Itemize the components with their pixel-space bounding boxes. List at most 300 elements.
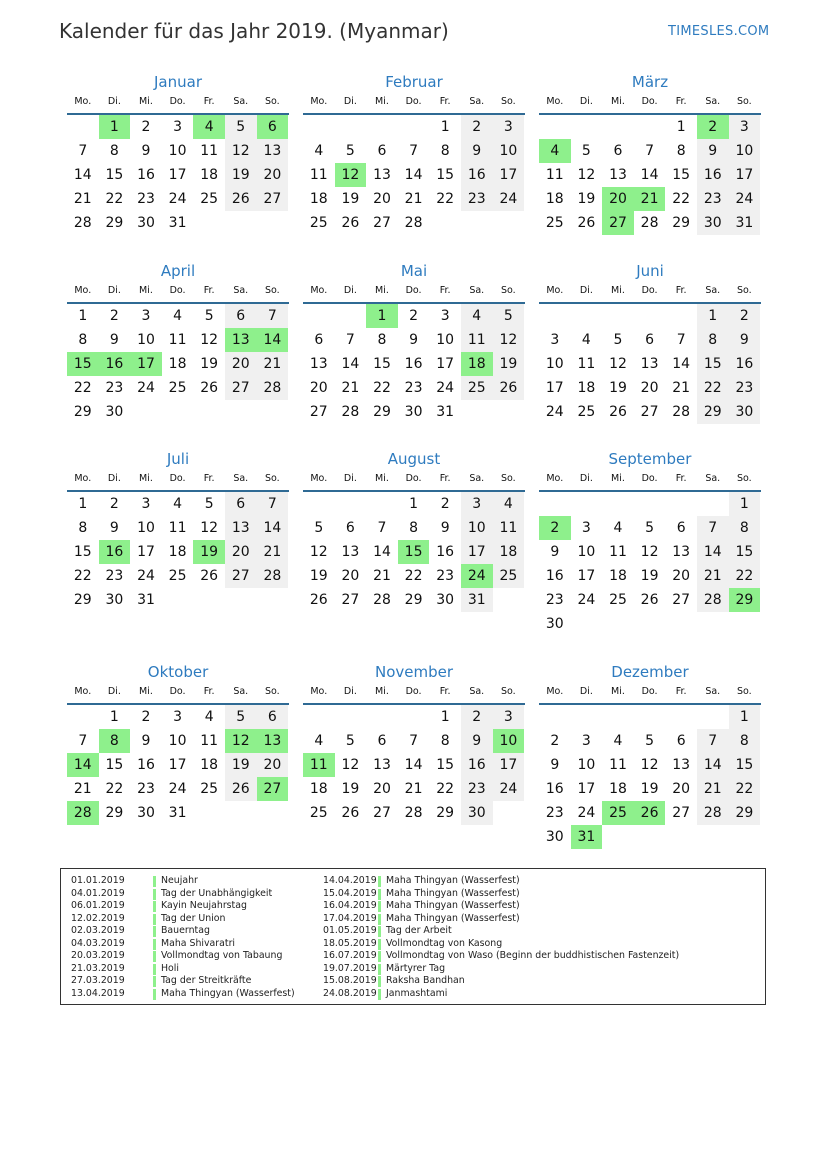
- day-cell: 4: [613, 733, 623, 749]
- day-cell: 30: [545, 616, 564, 632]
- day-cell: 10: [137, 520, 155, 536]
- day-cell: 27: [257, 777, 289, 801]
- day-cell: 21: [341, 380, 360, 396]
- day-cell: 10: [577, 757, 596, 773]
- empty-cell: [634, 825, 666, 849]
- day-cell: 24: [137, 380, 155, 396]
- holiday-date: 18.05.2019: [323, 937, 377, 949]
- day-cell: 19: [609, 380, 627, 396]
- weekday-label: Sa.: [705, 96, 721, 107]
- day-cell: 24: [729, 187, 761, 211]
- weekday-label: Sa.: [705, 473, 721, 484]
- legend-row: [323, 988, 679, 1001]
- empty-cell: [571, 492, 603, 516]
- holiday-name: Tag der Unabhängigkeit: [161, 887, 273, 899]
- legend-row: [71, 988, 295, 1001]
- day-cell: 23: [404, 380, 423, 396]
- day-cell: 12: [335, 163, 367, 187]
- holiday-date: 27.03.2019: [71, 975, 125, 986]
- day-cell: 18: [609, 781, 627, 797]
- day-cell: 9: [729, 328, 761, 352]
- day-cell: 22: [436, 191, 455, 207]
- empty-cell: [571, 304, 603, 328]
- empty-cell: [257, 801, 289, 825]
- month-title: März: [631, 73, 669, 91]
- day-cell: 10: [545, 356, 564, 372]
- holiday-date: 21.03.2019: [71, 962, 125, 974]
- day-cell: 26: [225, 187, 257, 211]
- day-cell: 7: [409, 733, 419, 749]
- weekday-header: [67, 471, 289, 487]
- month-januar: [67, 72, 289, 235]
- day-cell: 28: [73, 215, 92, 231]
- month-august: [303, 449, 525, 612]
- day-cell: 22: [729, 564, 761, 588]
- day-cell: 28: [640, 215, 659, 231]
- weekday-label: Mo.: [310, 285, 328, 296]
- holiday-name: Vollmondtag von Kasong: [386, 937, 503, 949]
- day-cell: 14: [67, 753, 99, 777]
- empty-cell: [665, 825, 697, 849]
- legend-row: [71, 950, 295, 963]
- empty-cell: [303, 304, 335, 328]
- empty-cell: [225, 211, 257, 235]
- weekday-label: Fr.: [439, 285, 451, 296]
- day-cell: 11: [200, 143, 219, 159]
- holiday-name: Maha Thingyan (Wasserfest): [386, 875, 520, 886]
- day-cell: 28: [404, 215, 423, 231]
- day-cell: 18: [609, 568, 627, 584]
- month-title: November: [374, 663, 454, 681]
- weekday-label: Do.: [641, 96, 658, 107]
- day-cell: 19: [341, 191, 360, 207]
- holiday-name: Maha Thingyan (Wasserfest): [386, 900, 520, 911]
- holiday-name: Maha Thingyan (Wasserfest): [386, 887, 520, 899]
- day-cell: 27: [602, 211, 634, 235]
- day-cell: 18: [461, 352, 493, 376]
- day-cell: 27: [672, 805, 691, 821]
- empty-cell: [602, 705, 634, 729]
- weekday-label: Fr.: [439, 96, 451, 107]
- day-cell: 28: [404, 805, 423, 821]
- day-cell: 15: [105, 167, 124, 183]
- legend-row: [323, 963, 679, 976]
- empty-cell: [461, 400, 493, 424]
- empty-cell: [335, 492, 367, 516]
- day-cell: 18: [545, 191, 564, 207]
- day-cell: 29: [404, 592, 423, 608]
- day-cell: 30: [137, 215, 155, 231]
- holiday-name: Tag der Streitkräfte: [161, 975, 252, 986]
- month-oktober: [67, 662, 289, 825]
- holiday-date: 19.07.2019: [323, 962, 377, 974]
- day-cell: 11: [200, 733, 219, 749]
- empty-cell: [130, 400, 162, 424]
- holiday-name: Maha Thingyan (Wasserfest): [386, 912, 520, 924]
- empty-cell: [366, 705, 398, 729]
- empty-cell: [729, 612, 761, 636]
- weekday-header: [539, 684, 761, 700]
- weekday-label: Sa.: [233, 473, 249, 484]
- day-cell: 18: [577, 380, 596, 396]
- empty-cell: [602, 612, 634, 636]
- day-cell: 17: [577, 568, 596, 584]
- day-cell: 3: [581, 520, 591, 536]
- day-cell: 23: [105, 380, 124, 396]
- day-cell: 28: [373, 592, 391, 608]
- day-cell: 24: [461, 564, 493, 588]
- weekday-label: Fr.: [675, 285, 687, 296]
- day-cell: 1: [697, 304, 729, 328]
- weekday-label: So.: [501, 686, 516, 697]
- holiday-name: Raksha Bandhan: [386, 975, 465, 986]
- empty-cell: [335, 705, 367, 729]
- day-cell: 8: [109, 143, 119, 159]
- weekday-label: Mi.: [611, 686, 625, 697]
- legend-row: [323, 913, 679, 926]
- weekday-label: Mi.: [375, 473, 389, 484]
- day-cell: 6: [225, 304, 257, 328]
- day-cell: 11: [493, 516, 525, 540]
- day-cell: 29: [436, 805, 455, 821]
- day-cell: 29: [105, 805, 124, 821]
- day-cell: 30: [729, 400, 761, 424]
- day-cell: 21: [697, 564, 729, 588]
- day-cell: 3: [440, 308, 450, 324]
- day-cell: 21: [404, 191, 423, 207]
- day-cell: 20: [225, 352, 257, 376]
- day-cell: 3: [493, 115, 525, 139]
- empty-cell: [602, 825, 634, 849]
- month-juni: [539, 261, 761, 424]
- weekday-label: So.: [265, 473, 280, 484]
- month-title: August: [387, 450, 441, 468]
- day-cell: 5: [345, 733, 355, 749]
- day-cell: 16: [461, 163, 493, 187]
- day-cell: 9: [109, 520, 119, 536]
- day-cell: 8: [409, 520, 419, 536]
- day-cell: 27: [373, 805, 391, 821]
- empty-cell: [602, 115, 634, 139]
- empty-cell: [193, 400, 225, 424]
- day-cell: 10: [577, 544, 596, 560]
- day-cell: 11: [577, 356, 596, 372]
- day-cell: 2: [440, 496, 450, 512]
- day-cell: 13: [373, 167, 391, 183]
- weekday-label: Di.: [107, 96, 121, 107]
- day-grid: [67, 304, 289, 424]
- day-cell: 24: [168, 191, 187, 207]
- weekday-label: Mi.: [611, 96, 625, 107]
- empty-cell: [162, 588, 194, 612]
- weekday-label: Mi.: [375, 96, 389, 107]
- day-cell: 18: [493, 540, 525, 564]
- month-title: April: [160, 262, 196, 280]
- weekday-label: Di.: [579, 473, 593, 484]
- day-cell: 31: [168, 805, 187, 821]
- weekday-header: [67, 684, 289, 700]
- day-cell: 8: [729, 729, 761, 753]
- day-cell: 20: [672, 568, 691, 584]
- empty-cell: [571, 612, 603, 636]
- day-cell: 23: [436, 568, 455, 584]
- legend-column-right: [323, 875, 679, 1000]
- day-cell: 13: [672, 757, 691, 773]
- day-cell: 11: [609, 544, 627, 560]
- weekday-label: Sa.: [233, 285, 249, 296]
- weekday-header: [303, 471, 525, 487]
- day-cell: 25: [602, 801, 634, 825]
- day-cell: 11: [609, 757, 627, 773]
- day-cell: 24: [168, 781, 187, 797]
- weekday-label: Di.: [343, 686, 357, 697]
- empty-cell: [493, 801, 525, 825]
- day-cell: 18: [200, 167, 219, 183]
- site-link[interactable]: TIMESLES.COM: [668, 24, 770, 39]
- holiday-date: 24.08.2019: [323, 987, 377, 999]
- day-cell: 4: [204, 709, 214, 725]
- weekday-label: Fr.: [675, 686, 687, 697]
- weekday-label: Do.: [169, 285, 186, 296]
- day-cell: 12: [309, 544, 328, 560]
- holiday-date: 13.04.2019: [71, 987, 125, 999]
- day-cell: 4: [493, 492, 525, 516]
- holiday-marker: [378, 901, 381, 912]
- day-cell: 11: [168, 332, 187, 348]
- weekday-header: [303, 684, 525, 700]
- holiday-date: 04.03.2019: [71, 937, 125, 949]
- day-cell: 7: [676, 332, 686, 348]
- weekday-label: Mi.: [611, 473, 625, 484]
- month-juli: [67, 449, 289, 612]
- day-cell: 29: [105, 215, 124, 231]
- day-cell: 17: [461, 540, 493, 564]
- empty-cell: [493, 400, 525, 424]
- month-title: Januar: [154, 73, 202, 91]
- day-cell: 10: [436, 332, 455, 348]
- legend-row: [71, 925, 295, 938]
- day-cell: 7: [697, 516, 729, 540]
- weekday-label: Do.: [405, 96, 422, 107]
- weekday-label: Mo.: [74, 473, 92, 484]
- day-cell: 5: [314, 520, 324, 536]
- day-cell: 27: [373, 215, 391, 231]
- empty-cell: [257, 588, 289, 612]
- empty-cell: [366, 115, 398, 139]
- empty-cell: [493, 211, 525, 235]
- weekday-header: [539, 471, 761, 487]
- legend-row: [71, 875, 295, 888]
- empty-cell: [193, 801, 225, 825]
- weekday-label: Do.: [405, 473, 422, 484]
- day-cell: 20: [373, 781, 391, 797]
- holiday-marker: [153, 989, 156, 1000]
- month-februar: [303, 72, 525, 235]
- month-title: September: [608, 450, 692, 468]
- day-cell: 6: [613, 143, 623, 159]
- day-grid: [67, 492, 289, 612]
- day-cell: 18: [309, 191, 328, 207]
- day-cell: 4: [314, 143, 324, 159]
- day-cell: 12: [200, 332, 219, 348]
- day-cell: 27: [341, 592, 360, 608]
- weekday-label: Fr.: [203, 473, 215, 484]
- day-cell: 7: [257, 304, 289, 328]
- day-cell: 19: [200, 356, 219, 372]
- day-cell: 15: [697, 352, 729, 376]
- empty-cell: [366, 492, 398, 516]
- weekday-label: Fr.: [439, 473, 451, 484]
- empty-cell: [697, 612, 729, 636]
- day-cell: 14: [672, 356, 691, 372]
- day-cell: 17: [545, 380, 564, 396]
- legend-row: [71, 913, 295, 926]
- day-cell: 30: [697, 211, 729, 235]
- day-cell: 15: [436, 167, 455, 183]
- weekday-label: Fr.: [203, 285, 215, 296]
- day-cell: 2: [141, 119, 151, 135]
- weekday-label: Mi.: [611, 285, 625, 296]
- day-cell: 14: [697, 753, 729, 777]
- day-cell: 26: [200, 568, 219, 584]
- day-cell: 13: [257, 139, 289, 163]
- day-cell: 4: [581, 332, 591, 348]
- month-title: Dezember: [611, 663, 689, 681]
- day-cell: 20: [640, 380, 659, 396]
- day-cell: 12: [341, 757, 360, 773]
- day-cell: 11: [545, 167, 564, 183]
- empty-cell: [539, 705, 571, 729]
- day-cell: 25: [168, 568, 187, 584]
- day-grid: [539, 705, 761, 849]
- weekday-header: [67, 94, 289, 110]
- day-cell: 29: [73, 592, 92, 608]
- month-title: Februar: [385, 73, 443, 91]
- weekday-label: Mi.: [139, 686, 153, 697]
- day-cell: 22: [373, 380, 391, 396]
- day-cell: 18: [168, 544, 187, 560]
- holiday-date: 15.04.2019: [323, 887, 377, 899]
- day-cell: 6: [377, 143, 387, 159]
- day-cell: 8: [697, 328, 729, 352]
- day-cell: 13: [640, 356, 659, 372]
- holiday-marker: [153, 976, 156, 987]
- day-cell: 2: [461, 705, 493, 729]
- day-cell: 23: [545, 592, 564, 608]
- legend-row: [71, 888, 295, 901]
- holiday-date: 02.03.2019: [71, 925, 125, 936]
- weekday-header: [303, 94, 525, 110]
- day-cell: 16: [99, 352, 131, 376]
- day-cell: 16: [137, 757, 155, 773]
- day-cell: 5: [645, 733, 655, 749]
- day-cell: 14: [404, 167, 423, 183]
- weekday-header: [67, 283, 289, 299]
- day-cell: 9: [409, 332, 419, 348]
- day-cell: 23: [461, 187, 493, 211]
- day-cell: 31: [168, 215, 187, 231]
- day-cell: 26: [577, 215, 596, 231]
- weekday-label: Mo.: [310, 686, 328, 697]
- day-cell: 1: [109, 709, 119, 725]
- day-cell: 8: [676, 143, 686, 159]
- day-cell: 12: [640, 757, 659, 773]
- empty-cell: [571, 705, 603, 729]
- holiday-marker: [153, 901, 156, 912]
- day-cell: 26: [341, 215, 360, 231]
- legend-row: [323, 950, 679, 963]
- holiday-date: 06.01.2019: [71, 900, 125, 911]
- day-cell: 13: [672, 544, 691, 560]
- day-cell: 15: [436, 757, 455, 773]
- day-cell: 29: [729, 801, 761, 825]
- day-cell: 19: [193, 540, 225, 564]
- day-cell: 25: [200, 781, 219, 797]
- day-cell: 30: [105, 592, 124, 608]
- day-cell: 8: [99, 729, 131, 753]
- day-cell: 8: [729, 516, 761, 540]
- day-cell: 6: [645, 332, 655, 348]
- day-cell: 25: [168, 380, 187, 396]
- day-cell: 7: [345, 332, 355, 348]
- weekday-label: Mi.: [139, 96, 153, 107]
- day-cell: 21: [404, 781, 423, 797]
- day-cell: 7: [409, 143, 419, 159]
- day-cell: 22: [73, 568, 92, 584]
- day-cell: 22: [404, 568, 423, 584]
- day-cell: 31: [436, 404, 455, 420]
- day-cell: 4: [613, 520, 623, 536]
- month-title: Juni: [636, 262, 664, 280]
- day-cell: 16: [729, 352, 761, 376]
- day-cell: 13: [373, 757, 391, 773]
- empty-cell: [193, 588, 225, 612]
- day-cell: 29: [373, 404, 391, 420]
- weekday-label: Fr.: [439, 686, 451, 697]
- day-cell: 17: [137, 544, 155, 560]
- day-cell: 15: [729, 753, 761, 777]
- day-cell: 30: [436, 592, 455, 608]
- holiday-date: 17.04.2019: [323, 912, 377, 924]
- day-cell: 1: [440, 119, 450, 135]
- empty-cell: [493, 588, 525, 612]
- day-cell: 30: [137, 805, 155, 821]
- day-cell: 31: [729, 211, 761, 235]
- holiday-marker: [153, 914, 156, 925]
- day-cell: 1: [676, 119, 686, 135]
- day-cell: 25: [461, 376, 493, 400]
- day-cell: 14: [373, 544, 391, 560]
- day-cell: 27: [672, 592, 691, 608]
- day-cell: 28: [257, 564, 289, 588]
- holiday-date: 12.02.2019: [71, 912, 125, 924]
- day-cell: 6: [225, 492, 257, 516]
- day-cell: 19: [225, 753, 257, 777]
- day-cell: 19: [640, 568, 659, 584]
- empty-cell: [634, 492, 666, 516]
- weekday-label: Fr.: [203, 686, 215, 697]
- day-cell: 7: [78, 143, 88, 159]
- day-cell: 15: [73, 544, 92, 560]
- weekday-label: Fr.: [675, 473, 687, 484]
- day-cell: 9: [461, 729, 493, 753]
- day-cell: 19: [493, 352, 525, 376]
- day-cell: 24: [436, 380, 455, 396]
- weekday-label: Di.: [107, 686, 121, 697]
- empty-cell: [539, 115, 571, 139]
- day-cell: 19: [309, 568, 328, 584]
- weekday-header: [303, 283, 525, 299]
